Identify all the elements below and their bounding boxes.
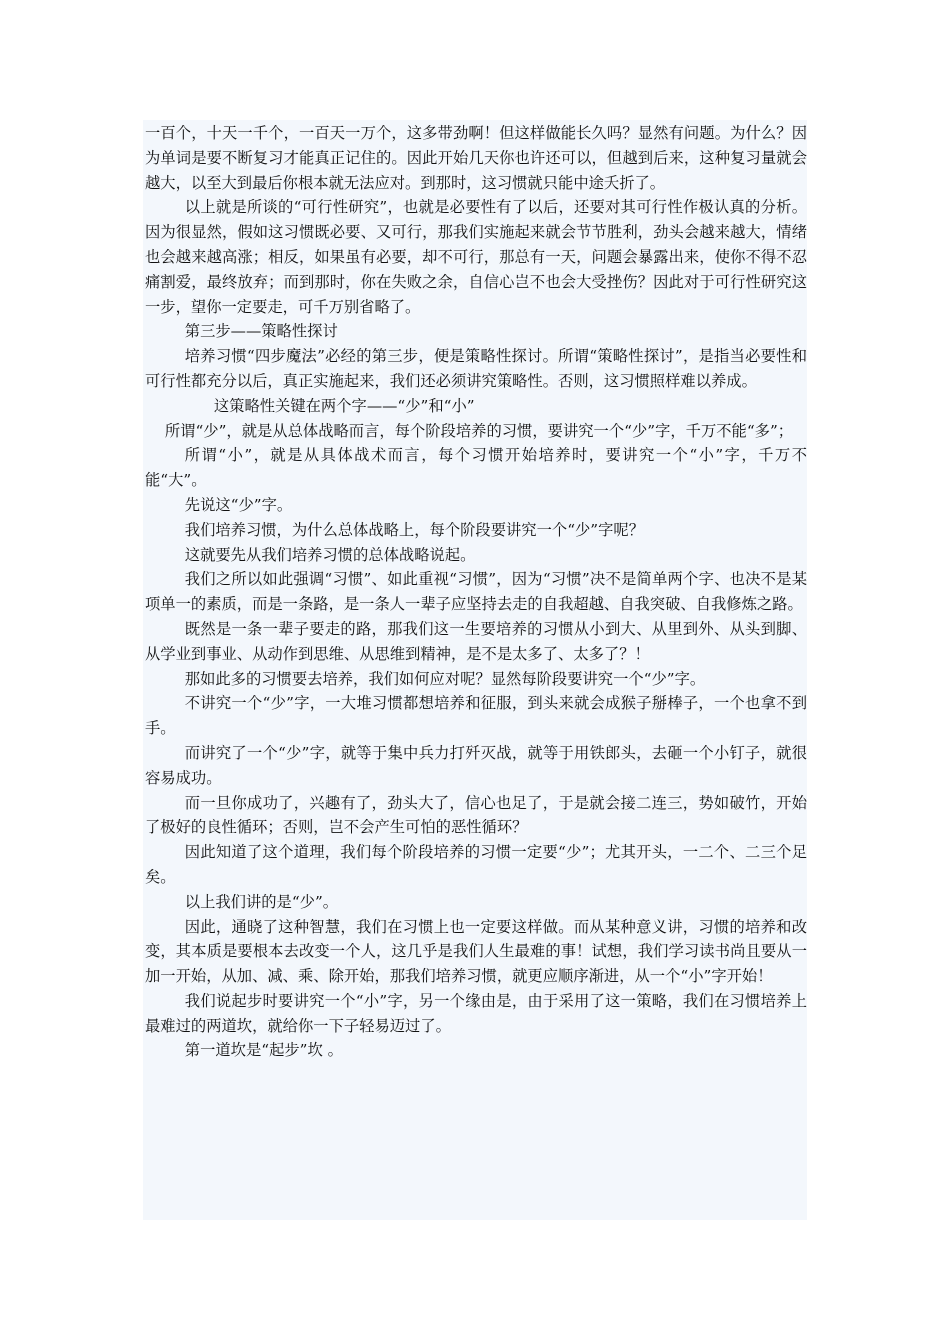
paragraph: 一百个，十天一千个，一百天一万个，这多带劲啊！但这样做能长久吗？显然有问题。为什么？因为单词是要不断复习才能真正记住的。因此开始几天你也许还可以，但越到后来，这种复习量就会越大，以至大到最后你根本就无法应对。到那时，这习惯就只能中途夭折了。	[145, 124, 807, 192]
paragraph: 先说这“少”字。	[184, 495, 293, 514]
paragraph: 以上我们讲的是“少”。	[184, 892, 339, 911]
paragraph: 而一旦你成功了，兴趣有了，劲头大了，信心也足了，于是就会接二连三，势如破竹，开始了极好的良性循环；否则，岂不会产生可怕的恶性循环？	[145, 793, 807, 837]
paragraph: 因此，通晓了这种智慧，我们在习惯上也一定要这样做。而从某种意义讲，习惯的培养和改变，其本质是要根本去改变一个人，这几乎是我们人生最难的事！试想，我们学习读书尚且要从一加一开始，从加、减、乘、除开始，那我们培养习惯，就更应顺序渐进，从一个“小”字开始！	[145, 917, 807, 986]
paragraph: 这策略性关键在两个字——“少”和“小”	[213, 396, 475, 415]
paragraph: 第一道坎是“起步”坎 。	[184, 1041, 343, 1060]
paragraph: 既然是一条一辈子要走的路，那我们这一生要培养的习惯从小到大、从里到外、从头到脚、从学业到事业、从动作到思维、从思维到精神，是不是太多了、太多了？！	[145, 619, 807, 663]
paragraph: 那如此多的习惯要去培养，我们如何应对呢？显然每阶段要讲究一个“少”字。	[184, 669, 706, 688]
paragraph: 我们说起步时要讲究一个“小”字，另一个缘由是，由于采用了这一策略，我们在习惯培养上最难过的两道坎，就给你一下子轻易迈过了。	[145, 991, 807, 1035]
paragraph: 不讲究一个“少”字，一大堆习惯都想培养和征服，到头来就会成猴子掰棒子，一个也拿不到手。	[145, 694, 807, 738]
paragraph: 所谓“少”，就是从总体战略而言，每个阶段培养的习惯，要讲究一个“少”字，千万不能“多”；	[164, 421, 794, 440]
paragraph: 这就要先从我们培养习惯的总体战略说起。	[184, 545, 476, 564]
paragraph: 所谓“小”，就是从具体战术而言，每个习惯开始培养时，要讲究一个“小”字，千万不能“大”。	[145, 446, 807, 490]
paragraph: 我们培养习惯，为什么总体战略上，每个阶段要讲究一个“少”字呢？	[184, 520, 645, 539]
paragraph: 而讲究了一个“少”字，就等于集中兵力打歼灭战，就等于用铁郎头，去砸一个小钉子，就很容易成功。	[145, 743, 807, 787]
paragraph: 因此知道了这个道理，我们每个阶段培养的习惯一定要“少”；尤其开头，一二个、二三个足矣。	[145, 843, 807, 886]
paragraph: 以上就是所谈的“可行性研究”，也就是必要性有了以后，还要对其可行性作极认真的分析。因为很显然，假如这习惯既必要、又可行，那我们实施起来就会节节胜利，劲头会越来越大，情绪也会越来越高涨；相反，如果虽有必要，却不可行，那总有一天，问题会暴露出来，使你不得不忍痛割爱，最终放弃；而到那时，你在失败之余，自信心岂不也会大受挫伤？因此对于可行性研究这一步，望你一定要走，可千万别省略了。	[145, 198, 807, 316]
paragraph: 培养习惯“四步魔法”必经的第三步，便是策略性探讨。所谓“策略性探讨”，是指当必要性和可行性都充分以后，真正实施起来，我们还必须讲究策略性。否则，这习惯照样难以养成。	[145, 347, 807, 390]
section-heading: 第三步——策略性探讨	[184, 322, 338, 341]
document-body	[145, 121, 807, 1063]
paragraph: 我们之所以如此强调“习惯”、如此重视“习惯”，因为“习惯”决不是简单两个字、也决不是某项单一的素质，而是一条路，是一条人一辈子应坚持去走的自我超越、自我突破、自我修炼之路。	[145, 570, 807, 614]
